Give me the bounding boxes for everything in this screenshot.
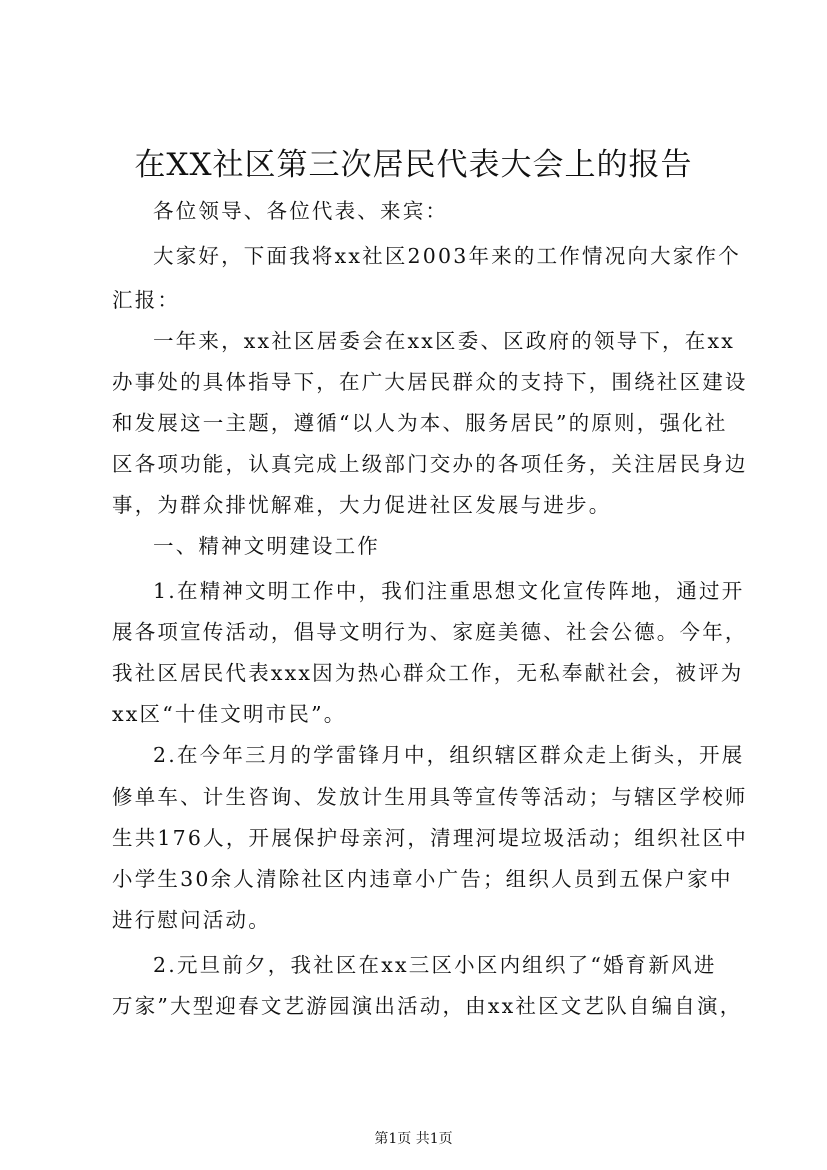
body-line: 修单车、计生咨询、发放计生用具等宣传等活动；与辖区学校师 [112,785,748,809]
body-line: 2.元旦前夕，我社区在xx三区小区内组织了“婚育新风进 [153,953,717,977]
body-line: xx区“十佳文明市民”。 [112,702,347,726]
document-title: 在XX社区第三次居民代表大会上的报告 [134,147,693,183]
body-line: 展各项宣传活动，倡导文明行为、家庭美德、社会公德。今年， [112,620,748,644]
body-line: 汇报： [112,288,181,312]
body-line: 万家”大型迎春文艺游园演出活动，由xx社区文艺队自编自演， [112,994,743,1018]
body-line: 生共176人，开展保护母亲河，清理河堤垃圾活动；组织社区中 [112,826,748,850]
section-heading: 一、精神文明建设工作 [153,534,380,558]
body-line: 我社区居民代表xxx因为热心群众工作，无私奉献社会，被评为 [112,661,744,685]
body-line: 事，为群众排忧解难，大力促进社区发展与进步。 [112,493,612,517]
body-line: 小学生30余人清除社区内违章小广告；组织人员到五保户家中 [112,867,733,891]
body-line: 各位领导、各位代表、来宾： [153,199,449,223]
body-line: 进行慰问活动。 [112,908,271,932]
body-line: 1.在精神文明工作中，我们注重思想文化宣传阵地，通过开 [153,579,745,603]
body-line: 和发展这一主题，遵循“以人为本、服务居民”的原则，强化社 [112,411,728,435]
page-footer: 第1页 共1页 [374,1131,453,1147]
body-line: 2.在今年三月的学雷锋月中，组织辖区群众走上街头，开展 [153,743,745,767]
body-line: 大家好，下面我将xx社区2003年来的工作情况向大家作个 [153,244,741,268]
body-line: 区各项功能，认真完成上级部门交办的各项任务，关注居民身边 [112,452,748,476]
body-line: 办事处的具体指导下，在广大居民群众的支持下，围绕社区建设 [112,370,748,394]
body-line: 一年来，xx社区居委会在xx区委、区政府的领导下，在xx [153,329,735,353]
